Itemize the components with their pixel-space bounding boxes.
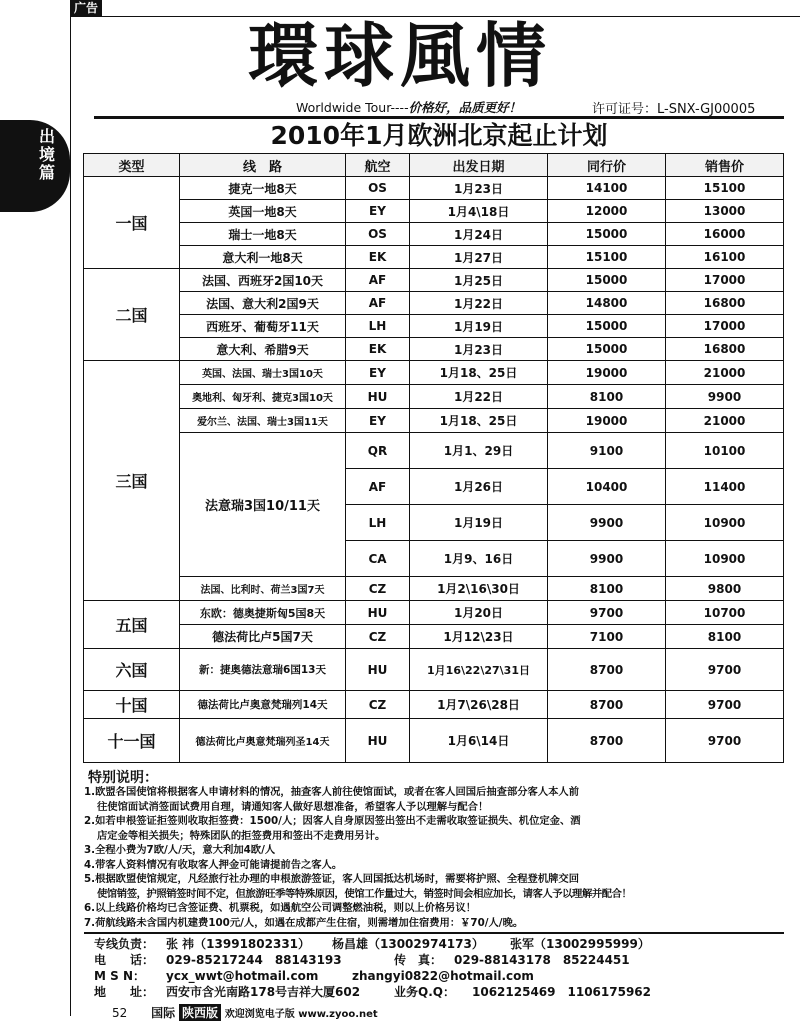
date-cell: 1月22日 — [410, 292, 548, 315]
sale-price-cell: 10900 — [666, 505, 784, 541]
date-cell: 1月7\26\28日 — [410, 691, 548, 719]
peer-price-cell: 9900 — [548, 505, 666, 541]
airline-cell: HU — [346, 649, 410, 691]
route-cell: 东欧：德奥捷斯匈5国8天 — [180, 601, 346, 625]
table-row — [84, 246, 784, 269]
table-row — [84, 433, 784, 469]
route-cell: 意大利一地8天 — [180, 246, 346, 269]
peer-price-cell: 14100 — [548, 177, 666, 200]
date-cell: 1月23日 — [410, 338, 548, 361]
note-line: 3.全程小费为7欧/人/天，意大利加4欧/人 — [84, 844, 276, 856]
date-cell: 1月1、29日 — [410, 433, 548, 469]
route-cell-merged: 法意瑞3国10/11天 — [180, 433, 346, 577]
peer-price-cell: 15000 — [548, 338, 666, 361]
header-route: 线 路 — [180, 154, 346, 177]
sale-price-cell: 16100 — [666, 246, 784, 269]
group-label: 三国 — [84, 361, 180, 601]
date-cell: 1月6\14日 — [410, 719, 548, 763]
route-cell: 德法荷比卢奥意梵瑞列14天 — [180, 691, 346, 719]
edition-badge: 陕西版 — [179, 1004, 221, 1021]
peer-price-cell: 15100 — [548, 246, 666, 269]
route-cell: 法国、比利时、荷兰3国7天 — [180, 577, 346, 601]
note-line: 1.欧盟各国使馆将根据客人申请材料的情况，抽查客人前往使馆面试，或者在客人回国后抽查部分客人本人前 — [84, 786, 580, 798]
date-cell: 1月25日 — [410, 269, 548, 292]
airline-cell: EY — [346, 200, 410, 223]
group-label: 十一国 — [84, 719, 180, 763]
note-line: 7.荷航线路未含国内机建费100元/人，如遇在成都产生住宿，则需增加住宿费用：￥70/人/晚。 — [84, 916, 524, 929]
date-cell: 1月19日 — [410, 315, 548, 338]
note-line: 4.带客人资料情况有收取客人押金可能请提前告之客人。 — [84, 858, 343, 871]
table-row — [84, 177, 784, 200]
sale-price-cell: 17000 — [666, 315, 784, 338]
note-line: 店定金等相关损失；特殊团队的拒签费用和签出不走费用另计。 — [97, 829, 386, 842]
address-text: 西安市含光南路178号吉祥大厦602 — [166, 985, 361, 999]
fax-label: 传 真： — [394, 953, 443, 967]
sale-price-cell: 10700 — [666, 601, 784, 625]
peer-price-cell: 9700 — [548, 601, 666, 625]
airline-cell: CA — [346, 541, 410, 577]
group-label: 十国 — [84, 691, 180, 719]
peer-price-cell: 8700 — [548, 719, 666, 763]
route-cell: 捷克一地8天 — [180, 177, 346, 200]
route-cell: 瑞士一地8天 — [180, 223, 346, 246]
manager-1: 张 祎（13991802331） — [166, 937, 311, 951]
airline-cell: OS — [346, 223, 410, 246]
airline-cell: HU — [346, 719, 410, 763]
note-line: 使馆销签，护照销签时间不定，但旅游旺季等特殊原因，使馆工作量过大，销签时间会相应加长，请客人予以理解并配合！ — [97, 887, 632, 900]
plan-title: 2010年1月欧洲北京起止计划 — [270, 121, 608, 150]
manager-3: 张军（13002995999） — [510, 937, 650, 951]
footer-section: 国际 — [151, 1006, 176, 1020]
page-footer — [112, 1004, 378, 1021]
msn-label: M S N： — [94, 969, 145, 983]
peer-price-cell: 8700 — [548, 649, 666, 691]
date-cell: 1月24日 — [410, 223, 548, 246]
peer-price-cell: 8100 — [548, 577, 666, 601]
date-cell: 1月4\18日 — [410, 200, 548, 223]
table-row — [84, 292, 784, 315]
peer-price-cell: 15000 — [548, 269, 666, 292]
msn-2: zhangyi0822@hotmail.com — [352, 969, 534, 983]
sale-price-cell: 10100 — [666, 433, 784, 469]
sale-price-cell: 9900 — [666, 385, 784, 409]
table-row — [84, 200, 784, 223]
side-tab-label: 出境篇 — [38, 127, 55, 182]
license-number: 许可证号：L-SNX-GJ00005 — [592, 102, 756, 117]
table-row — [84, 409, 784, 433]
route-cell: 英国一地8天 — [180, 200, 346, 223]
note-line: 往使馆面试消签面试费用自理，请通知客人做好思想准备，希望客人予以理解与配合！ — [97, 800, 489, 813]
route-cell: 德法荷比卢奥意梵瑞列圣14天 — [180, 719, 346, 763]
note-line: 5.根据欧盟使馆规定，凡经旅行社办理的申根旅游签证，客人回国抵达机场时，需要将护照、全程登机牌交回 — [84, 873, 580, 885]
airline-cell: EY — [346, 409, 410, 433]
airline-cell: EK — [346, 338, 410, 361]
table-row — [84, 223, 784, 246]
airline-cell: CZ — [346, 577, 410, 601]
fax-number: 029-88143178 85224451 — [454, 953, 630, 967]
peer-price-cell: 10400 — [548, 469, 666, 505]
date-cell: 1月19日 — [410, 505, 548, 541]
peer-price-cell: 15000 — [548, 315, 666, 338]
sale-price-cell: 21000 — [666, 361, 784, 385]
sale-price-cell: 13000 — [666, 200, 784, 223]
sale-price-cell: 9700 — [666, 719, 784, 763]
table-row — [84, 625, 784, 649]
table-row — [84, 338, 784, 361]
sale-price-cell: 21000 — [666, 409, 784, 433]
airline-cell: LH — [346, 505, 410, 541]
note-line: 2.如若申根签证拒签则收取拒签费：1500/人；因客人自身原因签出签出不走需收取签证损失、机位定金、酒 — [84, 815, 581, 827]
peer-price-cell: 12000 — [548, 200, 666, 223]
notes-list — [84, 785, 800, 930]
manager-label: 专线负责： — [94, 937, 155, 951]
airline-cell: AF — [346, 292, 410, 315]
sale-price-cell: 17000 — [666, 269, 784, 292]
airline-cell: QR — [346, 433, 410, 469]
date-cell: 1月2\16\30日 — [410, 577, 548, 601]
notes-title: 特别说明： — [88, 770, 158, 786]
route-cell: 爱尔兰、法国、瑞士3国11天 — [180, 409, 346, 433]
airline-cell: AF — [346, 469, 410, 505]
header-type: 类型 — [84, 154, 180, 177]
airline-cell: HU — [346, 385, 410, 409]
sale-price-cell: 9800 — [666, 577, 784, 601]
peer-price-cell: 8700 — [548, 691, 666, 719]
sale-price-cell: 9700 — [666, 649, 784, 691]
route-cell: 意大利、希腊9天 — [180, 338, 346, 361]
left-frame-rule — [70, 16, 71, 1016]
airline-cell: LH — [346, 315, 410, 338]
table-row — [84, 691, 784, 719]
peer-price-cell: 19000 — [548, 409, 666, 433]
note-line: 6.以上线路价格均已含签证费、机票税，如遇航空公司调整燃油税，则以上价格另议！ — [84, 902, 477, 914]
sale-price-cell: 11400 — [666, 469, 784, 505]
table-row — [84, 601, 784, 625]
table-header-row — [84, 154, 784, 177]
sale-price-cell: 16800 — [666, 292, 784, 315]
group-label: 五国 — [84, 601, 180, 649]
route-cell: 法国、意大利2国9天 — [180, 292, 346, 315]
table-row — [84, 649, 784, 691]
peer-price-cell: 15000 — [548, 223, 666, 246]
airline-cell: CZ — [346, 691, 410, 719]
tagline-en: Worldwide Tour---- — [296, 100, 409, 115]
group-label: 二国 — [84, 269, 180, 361]
page-number: 52 — [112, 1006, 128, 1020]
date-cell: 1月20日 — [410, 601, 548, 625]
ad-tag: 广告 — [70, 0, 102, 16]
brand-logo-text: 環球風情 — [248, 14, 552, 97]
brand-tagline — [296, 98, 521, 116]
sale-price-cell: 16800 — [666, 338, 784, 361]
peer-price-cell: 14800 — [548, 292, 666, 315]
date-cell: 1月27日 — [410, 246, 548, 269]
table-row — [84, 361, 784, 385]
date-cell: 1月9、16日 — [410, 541, 548, 577]
table-row — [84, 315, 784, 338]
peer-price-cell: 9900 — [548, 541, 666, 577]
route-cell: 西班牙、葡萄牙11天 — [180, 315, 346, 338]
date-cell: 1月16\22\27\31日 — [410, 649, 548, 691]
date-cell: 1月26日 — [410, 469, 548, 505]
phone-label: 电 话： — [94, 953, 155, 967]
date-cell: 1月12\23日 — [410, 625, 548, 649]
route-cell: 英国、法国、瑞士3国10天 — [180, 361, 346, 385]
peer-price-cell: 19000 — [548, 361, 666, 385]
date-cell: 1月18、25日 — [410, 409, 548, 433]
sale-price-cell: 15100 — [666, 177, 784, 200]
route-cell: 奥地利、匈牙利、捷克3国10天 — [180, 385, 346, 409]
group-label: 一国 — [84, 177, 180, 269]
date-cell: 1月22日 — [410, 385, 548, 409]
header-departure: 出发日期 — [410, 154, 548, 177]
sale-price-cell: 10900 — [666, 541, 784, 577]
table-row — [84, 385, 784, 409]
phone-number: 029-85217244 88143193 — [166, 953, 342, 967]
header-airline: 航空 — [346, 154, 410, 177]
tagline-cn: 价格好，品质更好！ — [408, 100, 522, 115]
sale-price-cell: 16000 — [666, 223, 784, 246]
qq-label: 业务Q.Q： — [394, 985, 455, 999]
route-cell: 德法荷比卢5国7天 — [180, 625, 346, 649]
contact-rule — [84, 932, 784, 934]
date-cell: 1月23日 — [410, 177, 548, 200]
table-row — [84, 719, 784, 763]
peer-price-cell: 7100 — [548, 625, 666, 649]
airline-cell: EY — [346, 361, 410, 385]
footer-site: 欢迎浏览电子版 www.zyoo.net — [224, 1009, 378, 1020]
table-row — [84, 269, 784, 292]
airline-cell: EK — [346, 246, 410, 269]
route-cell: 法国、西班牙2国10天 — [180, 269, 346, 292]
airline-cell: CZ — [346, 625, 410, 649]
airline-cell: AF — [346, 269, 410, 292]
manager-2: 杨昌雄（13002974173） — [332, 937, 484, 951]
msn-1: ycx_wwt@hotmail.com — [166, 969, 319, 983]
sale-price-cell: 8100 — [666, 625, 784, 649]
header-sale-price: 销售价 — [666, 154, 784, 177]
peer-price-cell: 8100 — [548, 385, 666, 409]
date-cell: 1月18、25日 — [410, 361, 548, 385]
sale-price-cell: 9700 — [666, 691, 784, 719]
airline-cell: OS — [346, 177, 410, 200]
tour-plan-table — [83, 153, 784, 763]
airline-cell: HU — [346, 601, 410, 625]
table-row — [84, 577, 784, 601]
peer-price-cell: 9100 — [548, 433, 666, 469]
header-peer-price: 同行价 — [548, 154, 666, 177]
section-side-tab — [0, 120, 70, 212]
qq-number: 1062125469 1106175962 — [472, 985, 651, 999]
group-label: 六国 — [84, 649, 180, 691]
route-cell: 新：捷奥德法意瑞6国13天 — [180, 649, 346, 691]
address-label: 地 址： — [94, 985, 155, 999]
